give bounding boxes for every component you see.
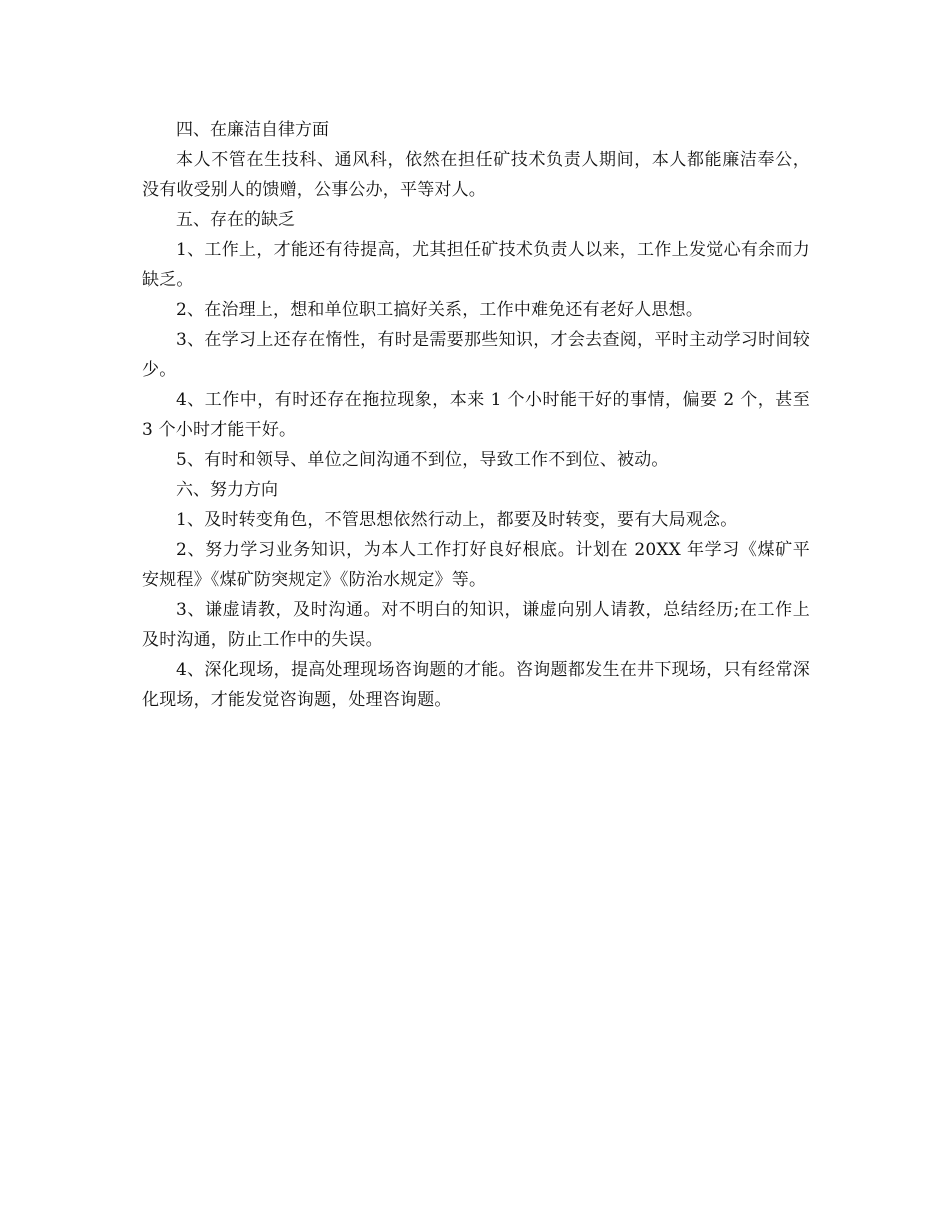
paragraph-shortcoming-5: 5、有时和领导、单位之间沟通不到位，导致工作不到位、被动。 (176, 450, 669, 470)
paragraph-direction-4: 4、深化现场，提高处理现场咨询题的才能。咨询题都发生在井下现场，只有经常深化现场，才能发觉咨询题，处理咨询题。 (142, 660, 810, 710)
paragraph-shortcoming-4: 4、工作中，有时还存在拖拉现象，本来 1 个小时能干好的事情，偏要 2 个，甚至 3 个小时才能干好。 (142, 390, 810, 440)
paragraph-shortcoming-2: 2、在治理上，想和单位职工搞好关系，工作中难免还有老好人思想。 (176, 300, 704, 320)
paragraph-direction-3: 3、谦虚请教，及时沟通。对不明白的知识，谦虚向别人请教，总结经历;在工作上及时沟通，防止工作中的失误。 (142, 600, 810, 650)
paragraph-integrity: 本人不管在生技科、通风科，依然在担任矿技术负责人期间，本人都能廉洁奉公，没有收受别人的馈赠，公事公办，平等对人。 (142, 150, 810, 200)
paragraph-shortcoming-3: 3、在学习上还存在惰性，有时是需要那些知识，才会去查阅，平时主动学习时间较少。 (142, 330, 810, 380)
paragraph-direction-2: 2、努力学习业务知识，为本人工作打好良好根底。计划在 20XX 年学习《煤矿平安规程》《煤矿防突规定》《防治水规定》等。 (142, 540, 810, 590)
section-heading-integrity: 四、在廉洁自律方面 (176, 120, 329, 140)
paragraph-shortcoming-1: 1、工作上，才能还有待提高，尤其担任矿技术负责人以来，工作上发觉心有余而力缺乏。 (142, 240, 810, 290)
document-body (142, 115, 810, 715)
section-heading-direction: 六、努力方向 (176, 480, 278, 500)
paragraph-direction-1: 1、及时转变角色，不管思想依然行动上，都要及时转变，要有大局观念。 (176, 510, 738, 530)
section-heading-shortcomings: 五、存在的缺乏 (176, 210, 295, 230)
